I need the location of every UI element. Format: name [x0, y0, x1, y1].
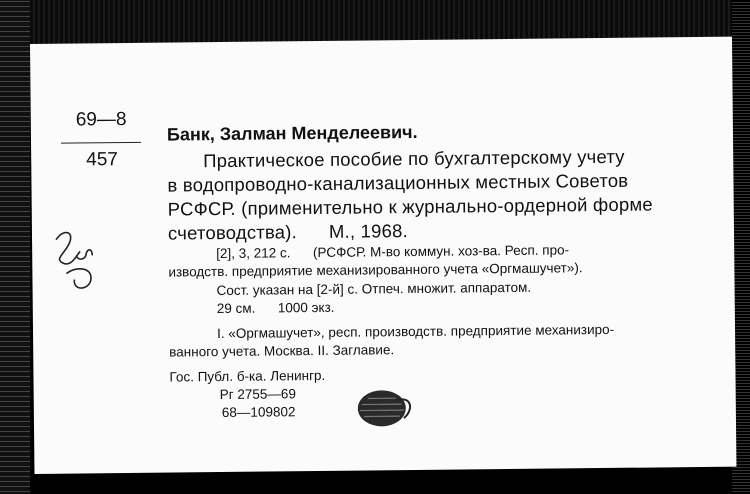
shelfmark-bottom: 457 — [86, 149, 119, 171]
details-line: 29 см. 1000 экз. — [216, 299, 335, 317]
subjects-line: ванного учета. Москва. II. Заглавие. — [169, 342, 395, 360]
title-line: счетоводства). М., 1968. — [167, 220, 408, 244]
catalog-card — [30, 37, 736, 474]
handwritten-mark — [46, 225, 111, 296]
publisher-line: Рг 2755—69 — [219, 386, 296, 403]
scan-border-left — [0, 0, 30, 494]
library-stamp — [354, 386, 414, 431]
title-line: РСФСР. (применительно к журнально-ордерной форме — [167, 193, 653, 220]
shelfmark-top: 69—8 — [75, 108, 127, 131]
author-heading: Банк, Залман Менделеевич. — [166, 121, 418, 145]
subjects-line: I. «Оргмашучет», респ. производств. предприятие механизиро- — [216, 321, 615, 342]
details-line: [2], 3, 212 с. (РСФСР. М-во коммун. хоз-ва. Респ. про- — [216, 242, 570, 262]
details-line: изводств. предприятие механизированного учета «Оргмашучет»). — [168, 260, 583, 280]
title-line: в водопроводно-канализационных местных Советов — [167, 169, 629, 196]
shelfmark-divider — [61, 142, 141, 144]
title-line: Практическое пособие по бухгалтерскому учету — [203, 145, 625, 172]
publisher-line: 68—109802 — [221, 404, 296, 421]
details-line: Сост. указан на [2-й] с. Отпеч. множит. аппаратом. — [216, 279, 532, 299]
publisher-line: Гос. Публ. б-ка. Ленингр. — [169, 367, 326, 385]
